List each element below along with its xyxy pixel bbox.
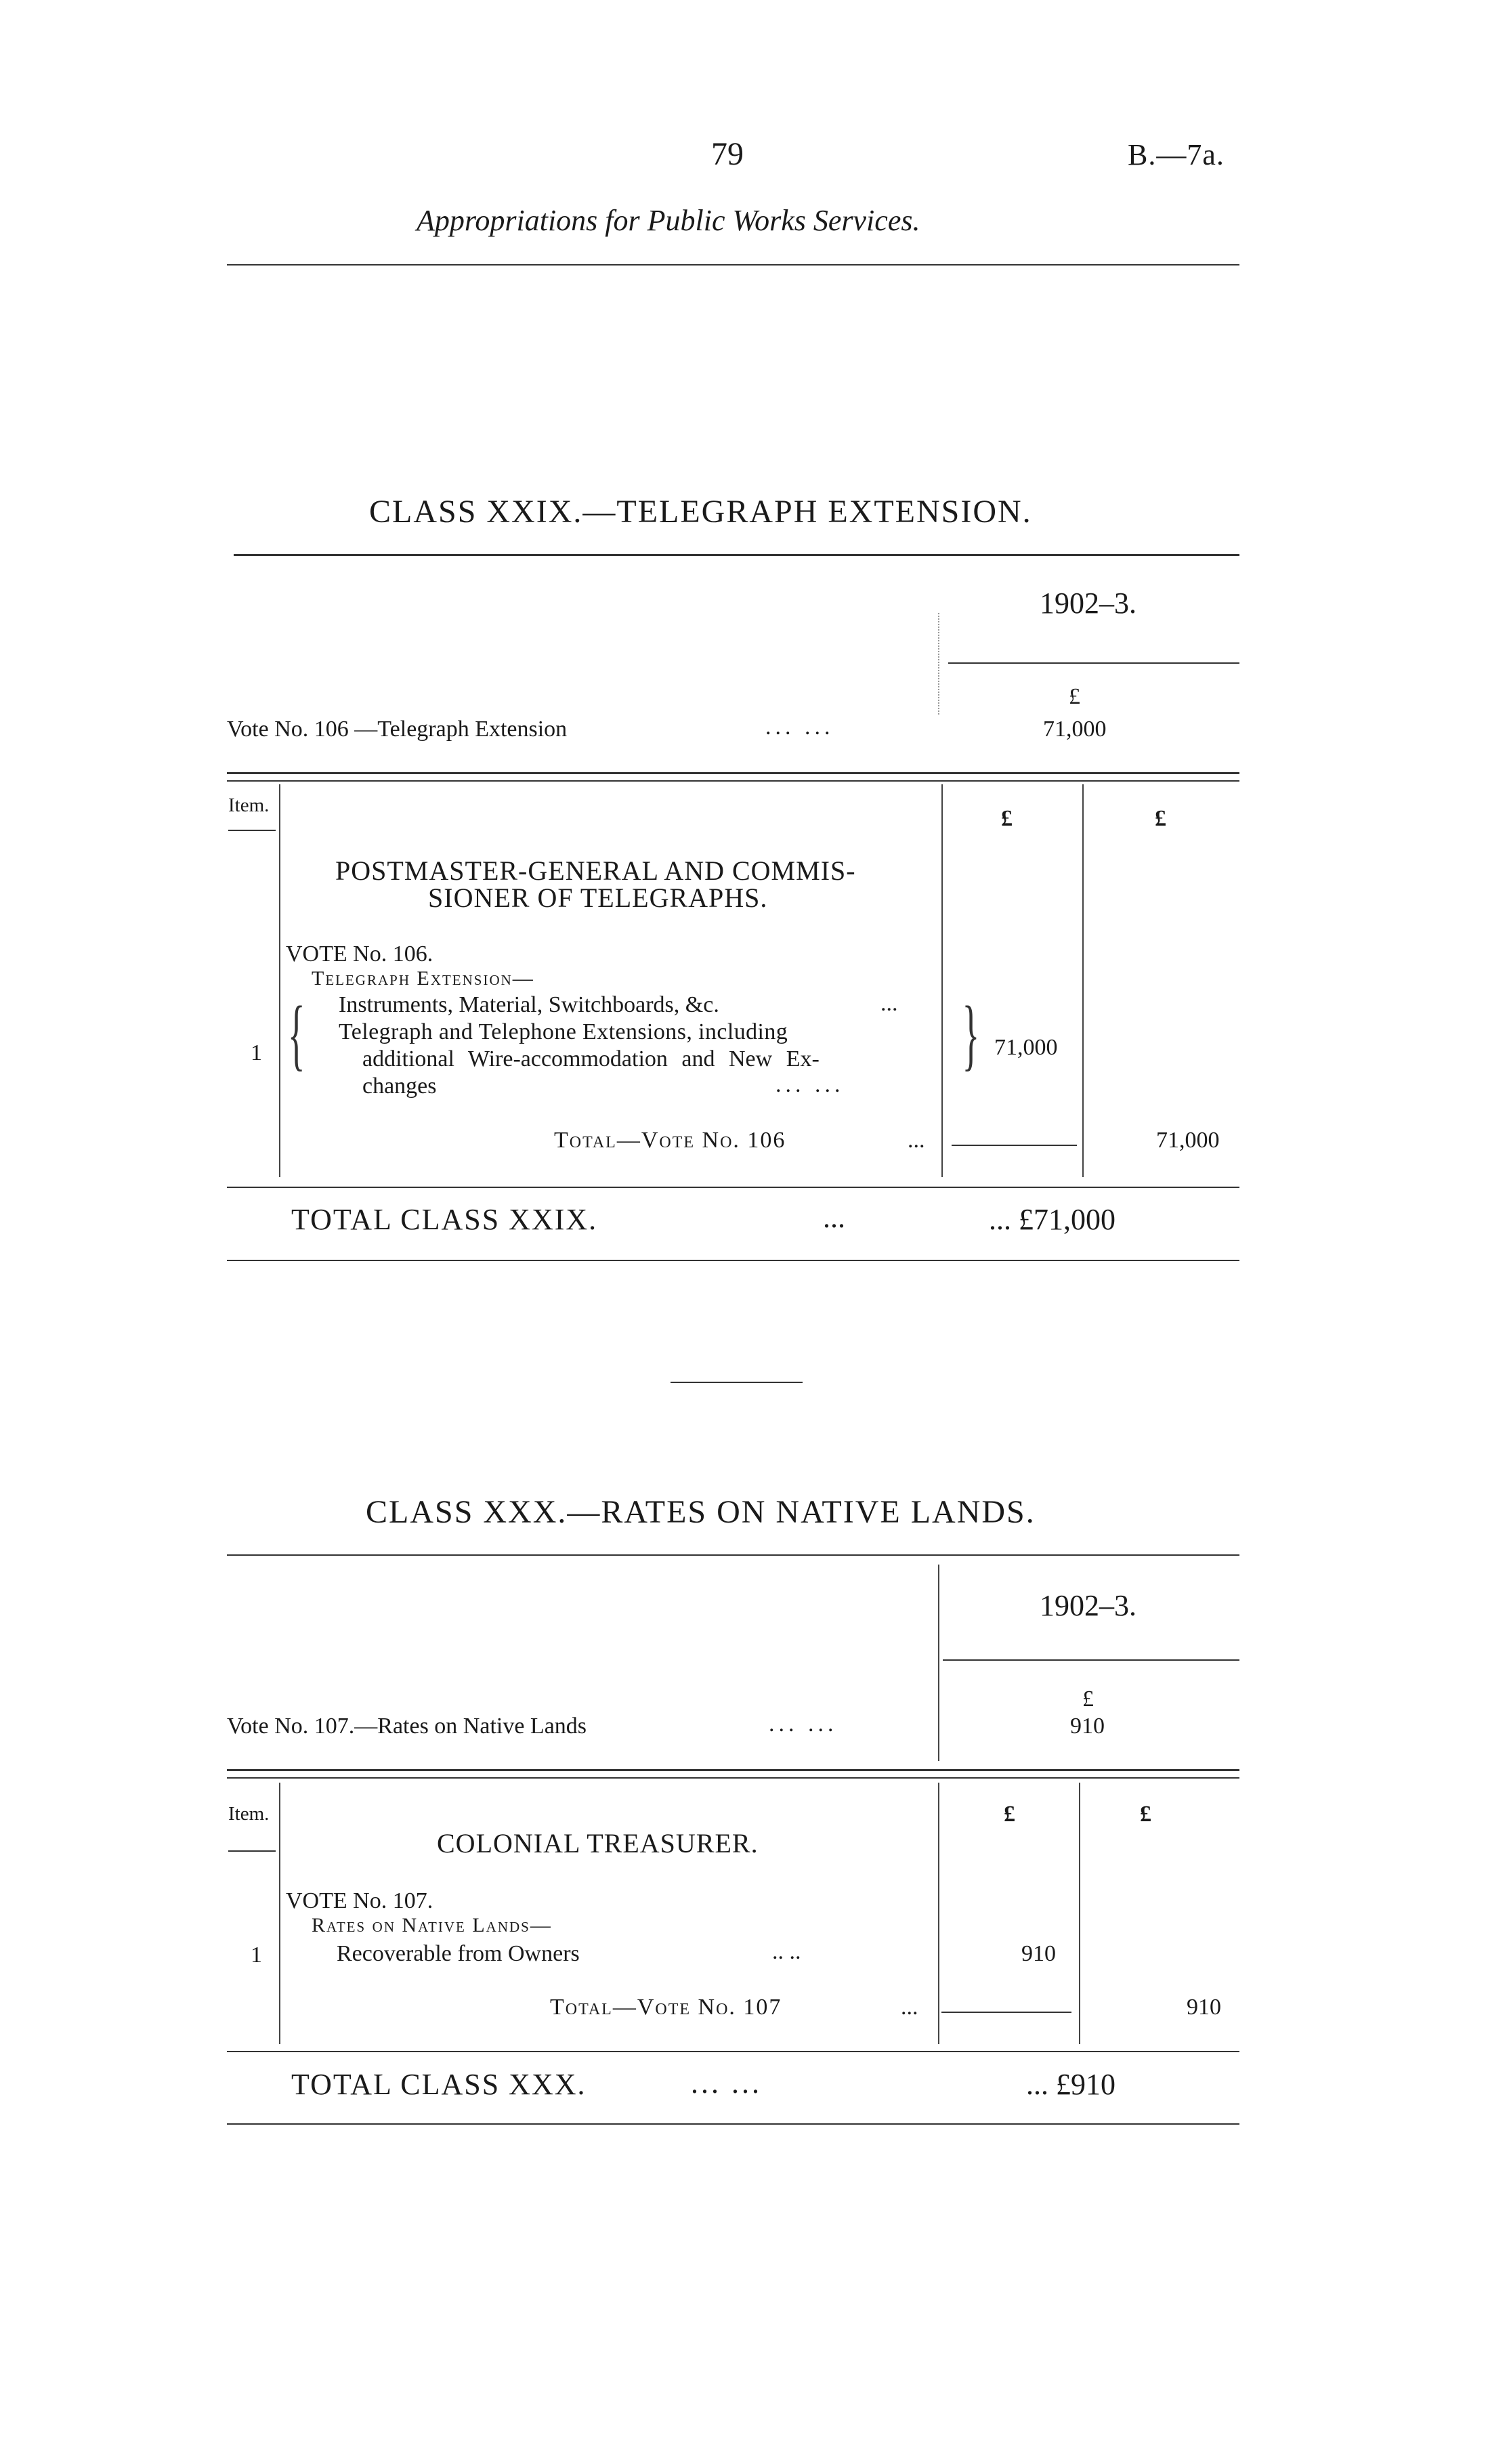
class30-department-line1: COLONIAL TREASURER. (437, 1828, 759, 1858)
class29-total-vote-amount: 71,000 (1156, 1128, 1220, 1153)
class29-year: 1902–3. (1040, 587, 1136, 620)
running-title: Appropriations for Public Works Services. (417, 204, 920, 237)
class29-total-vote-label: Total—Vote No. 106 (554, 1128, 786, 1153)
class30-item-number: 1 (251, 1942, 262, 1968)
class29-item-amount: 71,000 (994, 1035, 1058, 1060)
class30-vote-line: Vote No. 107.—Rates on Native Lands (227, 1714, 587, 1739)
class30-col-item: Item. (228, 1803, 270, 1825)
class29-table-rule-top2 (227, 780, 1239, 782)
class29-col-pound-2: £ (1155, 806, 1166, 831)
class29-total-vote-dots: ... (908, 1128, 925, 1153)
class30-year-rule (943, 1659, 1239, 1661)
class30-vote-heading: VOTE No. 107. (286, 1888, 433, 1913)
class29-col-divider-2 (941, 784, 943, 1177)
class29-department-line1: POSTMASTER-GENERAL AND COMMIS- (335, 855, 856, 886)
class29-item-underline (228, 830, 276, 831)
class29-total-class-label: TOTAL CLASS XXIX. (291, 1203, 598, 1236)
class29-year-rule (948, 662, 1239, 664)
class29-vote-heading: VOTE No. 106. (286, 941, 433, 967)
document-reference: B.—7a. (1128, 138, 1225, 171)
class29-vote-amount: 71,000 (1043, 717, 1107, 742)
class30-total-rule-top (227, 2051, 1239, 2052)
class29-item-line4: changes (362, 1074, 437, 1099)
section-separator (671, 1382, 803, 1383)
class29-item-line2: Telegraph and Telephone Extensions, including (339, 1019, 788, 1044)
class30-total-class-dots: ... ... (691, 2066, 762, 2100)
class29-year-divider (938, 613, 939, 715)
class29-col-divider-1 (279, 784, 280, 1177)
class29-vote-currency: £ (1069, 684, 1080, 709)
class29-item-line4-dots: ... ... (775, 1072, 845, 1097)
class30-table-rule-top (227, 1769, 1239, 1771)
class29-left-brace: { (288, 990, 305, 1078)
class29-department-line2: SIONER OF TELEGRAPHS. (428, 883, 768, 913)
class30-vote-amount: 910 (1070, 1714, 1105, 1739)
class30-total-class-amount: ... £910 (1026, 2068, 1115, 2101)
class29-total-class-amount: ... £71,000 (989, 1203, 1115, 1236)
class29-item-line3: additional Wire-accommodation and New Ex- (362, 1046, 820, 1071)
class30-subheading: Rates on Native Lands— (312, 1914, 552, 1936)
class30-item-line1: Recoverable from Owners (337, 1941, 580, 1966)
class30-item-amount: 910 (1021, 1941, 1056, 1966)
class29-subtotal-rule (952, 1145, 1077, 1146)
class29-total-class-dots: ... (823, 1201, 845, 1234)
class29-item-line1-dots: ... (880, 991, 898, 1016)
class30-vote-leader: ... ... (769, 1712, 838, 1737)
class30-year: 1902–3. (1040, 1589, 1136, 1622)
class29-col-pound-1: £ (1001, 806, 1013, 831)
class30-total-vote-dots: ... (901, 1995, 918, 2020)
class29-total-rule-bottom (227, 1260, 1239, 1261)
class30-year-divider (938, 1565, 939, 1761)
class30-subtotal-rule (941, 2012, 1071, 2013)
class29-title: CLASS XXIX.—TELEGRAPH EXTENSION. (369, 494, 1032, 530)
class30-total-vote-amount: 910 (1187, 1995, 1221, 2020)
class30-vote-currency: £ (1082, 1686, 1094, 1712)
class30-col-divider-1 (279, 1783, 280, 2044)
class29-col-item: Item. (228, 794, 270, 816)
class30-col-pound-1: £ (1004, 1802, 1015, 1827)
class29-vote-leader: ... ... (765, 715, 834, 740)
header-rule (227, 264, 1239, 265)
class29-total-rule-top (227, 1187, 1239, 1188)
class29-subheading: Telegraph Extension— (312, 967, 534, 990)
class30-total-vote-label: Total—Vote No. 107 (550, 1995, 782, 2020)
class29-vote-line: Vote No. 106 —Telegraph Extension (227, 717, 568, 742)
class30-col-divider-2 (938, 1783, 939, 2044)
class29-right-brace: { (962, 990, 980, 1078)
class29-col-divider-3 (1082, 784, 1084, 1177)
class30-item-underline (228, 1850, 276, 1852)
class30-col-divider-3 (1079, 1783, 1080, 2044)
class30-item-line1-dots: .. .. (772, 1939, 801, 1964)
class30-col-pound-2: £ (1140, 1802, 1151, 1827)
class30-total-class-label: TOTAL CLASS XXX. (291, 2068, 587, 2101)
class30-table-rule-top2 (227, 1777, 1239, 1779)
class29-table-rule-top (227, 772, 1239, 774)
page-number: 79 (711, 136, 744, 172)
class30-title: CLASS XXX.—RATES ON NATIVE LANDS. (366, 1494, 1036, 1530)
class29-title-rule (234, 554, 1239, 556)
class29-item-line1: Instruments, Material, Switchboards, &c. (339, 992, 719, 1017)
class30-title-rule (227, 1554, 1239, 1556)
class30-total-rule-bottom (227, 2123, 1239, 2125)
class29-item-number: 1 (251, 1040, 262, 1065)
